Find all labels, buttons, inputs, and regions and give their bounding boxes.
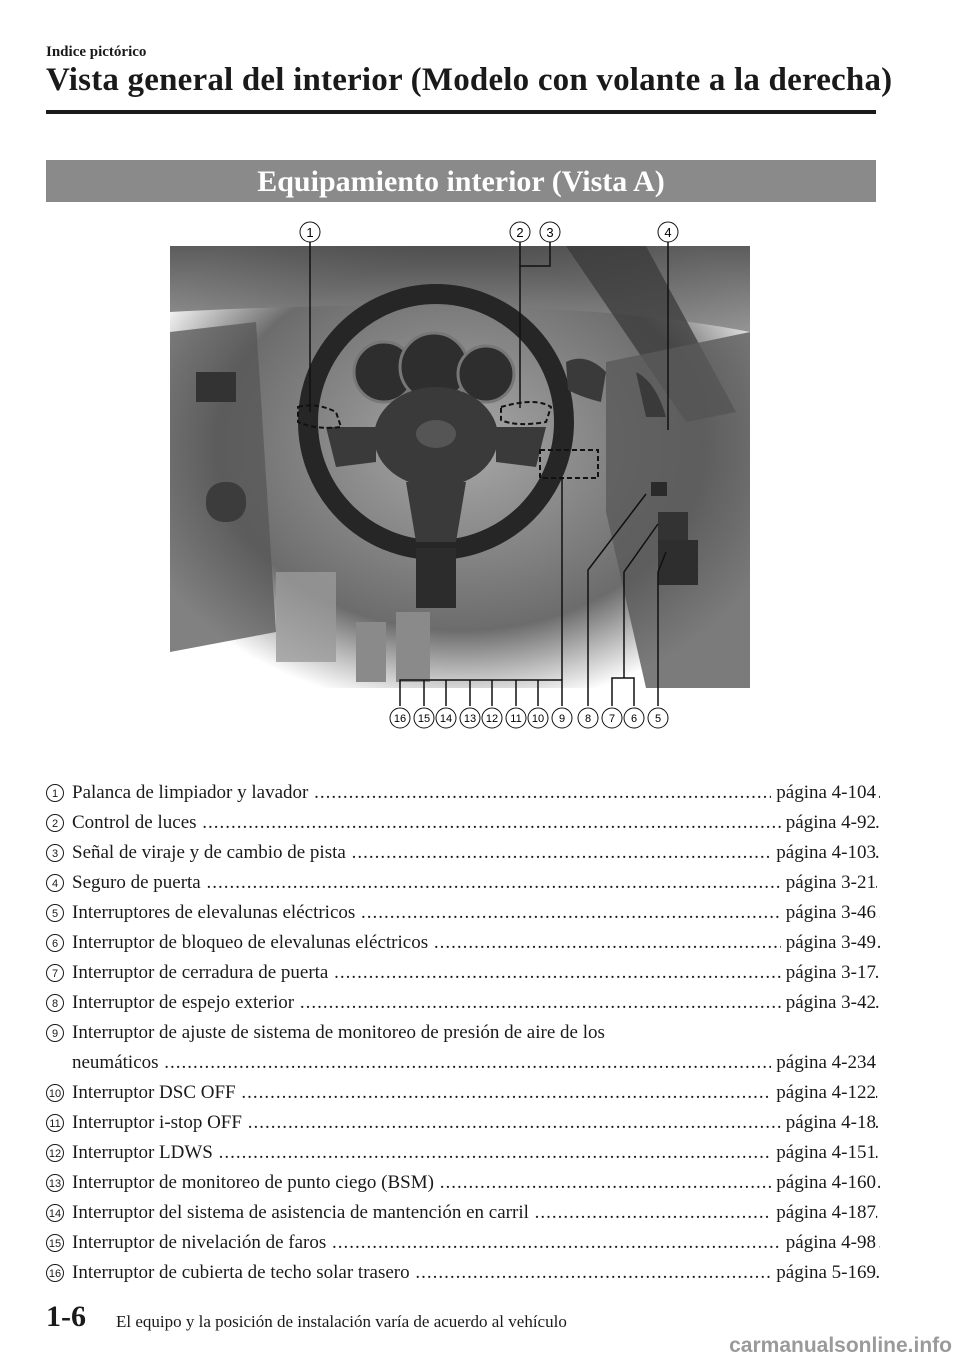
legend-item xyxy=(46,808,876,838)
callout-11 xyxy=(506,708,526,728)
callout-12-label: 12 xyxy=(485,713,499,725)
callout-10-label: 10 xyxy=(531,713,545,725)
page-number: 1-6 xyxy=(46,1300,86,1333)
legend-item xyxy=(46,1018,876,1078)
callout-4 xyxy=(658,222,678,242)
page-reference: página 4-160 xyxy=(771,1168,876,1198)
legend-number: 7 xyxy=(46,964,64,982)
legend-item xyxy=(46,1168,876,1198)
callout-12 xyxy=(482,708,502,728)
legend-text: Control de luces ..... xyxy=(72,808,880,838)
callout-15-label: 15 xyxy=(417,713,431,725)
legend-text-continuation: neumáticos ..... xyxy=(72,1048,854,1078)
legend-item xyxy=(46,1228,876,1258)
callout-labels xyxy=(46,212,876,752)
legend-number: 3 xyxy=(46,844,64,862)
legend-item xyxy=(46,1138,876,1168)
page-reference: página 4-104 xyxy=(771,778,876,808)
callout-6 xyxy=(624,708,644,728)
legend-text: Interruptores de elevalunas eléctricos ..... xyxy=(72,898,880,928)
callout-8-label: 8 xyxy=(584,713,592,725)
callout-7-label: 7 xyxy=(608,713,616,725)
section-label: Indice pictórico xyxy=(46,44,147,60)
callout-2 xyxy=(510,222,530,242)
legend-number: 8 xyxy=(46,994,64,1012)
legend-item xyxy=(46,1078,876,1108)
legend-text: Interruptor de bloqueo de elevalunas eléctricos ..... xyxy=(72,928,880,958)
legend-item xyxy=(46,868,876,898)
page-reference: página 4-187 xyxy=(771,1198,876,1228)
legend-text: Interruptor LDWS ..... xyxy=(72,1138,880,1168)
page-reference: página 3-46 xyxy=(781,898,876,928)
legend-item xyxy=(46,1108,876,1138)
page-reference: página 3-49 xyxy=(781,928,876,958)
legend-number: 16 xyxy=(46,1264,64,1282)
legend-text: Interruptor de espejo exterior ..... xyxy=(72,988,880,1018)
callout-13-label: 13 xyxy=(463,713,477,725)
legend-text: Interruptor de ajuste de sistema de monitoreo de presión de aire de los xyxy=(72,1022,605,1043)
callout-16 xyxy=(390,708,410,728)
section-banner: Equipamiento interior (Vista A) xyxy=(46,160,876,202)
legend-item xyxy=(46,898,876,928)
component-legend xyxy=(46,778,876,1288)
callout-3-label: 3 xyxy=(546,225,554,240)
callout-1 xyxy=(300,222,320,242)
page-reference: página 3-42 xyxy=(781,988,876,1018)
callout-5 xyxy=(648,708,668,728)
legend-number: 14 xyxy=(46,1204,64,1222)
legend-text: Interruptor de cerradura de puerta ..... xyxy=(72,958,880,988)
page-reference: página 3-21 xyxy=(781,868,876,898)
callout-9-label: 9 xyxy=(558,713,566,725)
legend-number: 2 xyxy=(46,814,64,832)
legend-item xyxy=(46,838,876,868)
legend-text: Palanca de limpiador y lavador ..... xyxy=(72,778,880,808)
callout-10 xyxy=(528,708,548,728)
legend-number: 15 xyxy=(46,1234,64,1252)
legend-item xyxy=(46,928,876,958)
legend-number: 6 xyxy=(46,934,64,952)
page-title: Vista general del interior (Modelo con volante a la derecha) xyxy=(46,62,893,98)
legend-item xyxy=(46,1258,876,1288)
callout-14-label: 14 xyxy=(439,713,453,725)
page-reference: página 4-151 xyxy=(771,1138,876,1168)
legend-number: 1 xyxy=(46,784,64,802)
page-reference: página 3-17 xyxy=(781,958,876,988)
page-reference: página 5-169 xyxy=(771,1258,876,1288)
callout-16-label: 16 xyxy=(393,713,407,725)
callout-9 xyxy=(552,708,572,728)
legend-text: Señal de viraje y de cambio de pista ..... xyxy=(72,838,880,868)
watermark: carmanualsonline.info xyxy=(729,1334,952,1357)
legend-text: Interruptor de nivelación de faros ..... xyxy=(72,1228,880,1258)
legend-text: Seguro de puerta ..... xyxy=(72,868,880,898)
page-reference: página 4-234 xyxy=(771,1048,876,1078)
callout-11-label: 11 xyxy=(510,713,522,725)
page-reference: página 4-103 xyxy=(771,838,876,868)
callout-2-label: 2 xyxy=(516,225,524,240)
legend-number: 4 xyxy=(46,874,64,892)
callout-3 xyxy=(540,222,560,242)
legend-number: 11 xyxy=(46,1114,64,1132)
callout-6-label: 6 xyxy=(630,713,638,725)
page-reference: página 4-122 xyxy=(771,1078,876,1108)
callout-14 xyxy=(436,708,456,728)
legend-text: Interruptor de cubierta de techo solar trasero ..... xyxy=(72,1258,880,1288)
legend-item xyxy=(46,988,876,1018)
callout-1-label: 1 xyxy=(306,225,314,240)
legend-item xyxy=(46,958,876,988)
legend-text: Interruptor DSC OFF ..... xyxy=(72,1078,880,1108)
legend-number: 13 xyxy=(46,1174,64,1192)
interior-illustration xyxy=(46,212,876,752)
legend-number: 5 xyxy=(46,904,64,922)
legend-text: Interruptor del sistema de asistencia de mantención en carril ..... xyxy=(72,1198,880,1228)
callout-15 xyxy=(414,708,434,728)
callout-4-label: 4 xyxy=(664,225,672,240)
legend-number: 10 xyxy=(46,1084,64,1102)
page-reference: página 4-18 xyxy=(781,1108,876,1138)
page-reference: página 4-98 xyxy=(781,1228,876,1258)
legend-number: 9 xyxy=(46,1024,64,1042)
footer-note: El equipo y la posición de instalación varía de acuerdo al vehículo xyxy=(116,1312,567,1331)
callout-13 xyxy=(460,708,480,728)
legend-text: Interruptor i-stop OFF ..... xyxy=(72,1108,880,1138)
legend-item xyxy=(46,1198,876,1228)
legend-text: Interruptor de monitoreo de punto ciego (BSM) ..... xyxy=(72,1168,880,1198)
callout-7 xyxy=(602,708,622,728)
legend-item xyxy=(46,778,876,808)
legend-number: 12 xyxy=(46,1144,64,1162)
callout-8 xyxy=(578,708,598,728)
title-divider xyxy=(46,110,876,114)
callout-5-label: 5 xyxy=(654,713,662,725)
page-reference: página 4-92 xyxy=(781,808,876,838)
